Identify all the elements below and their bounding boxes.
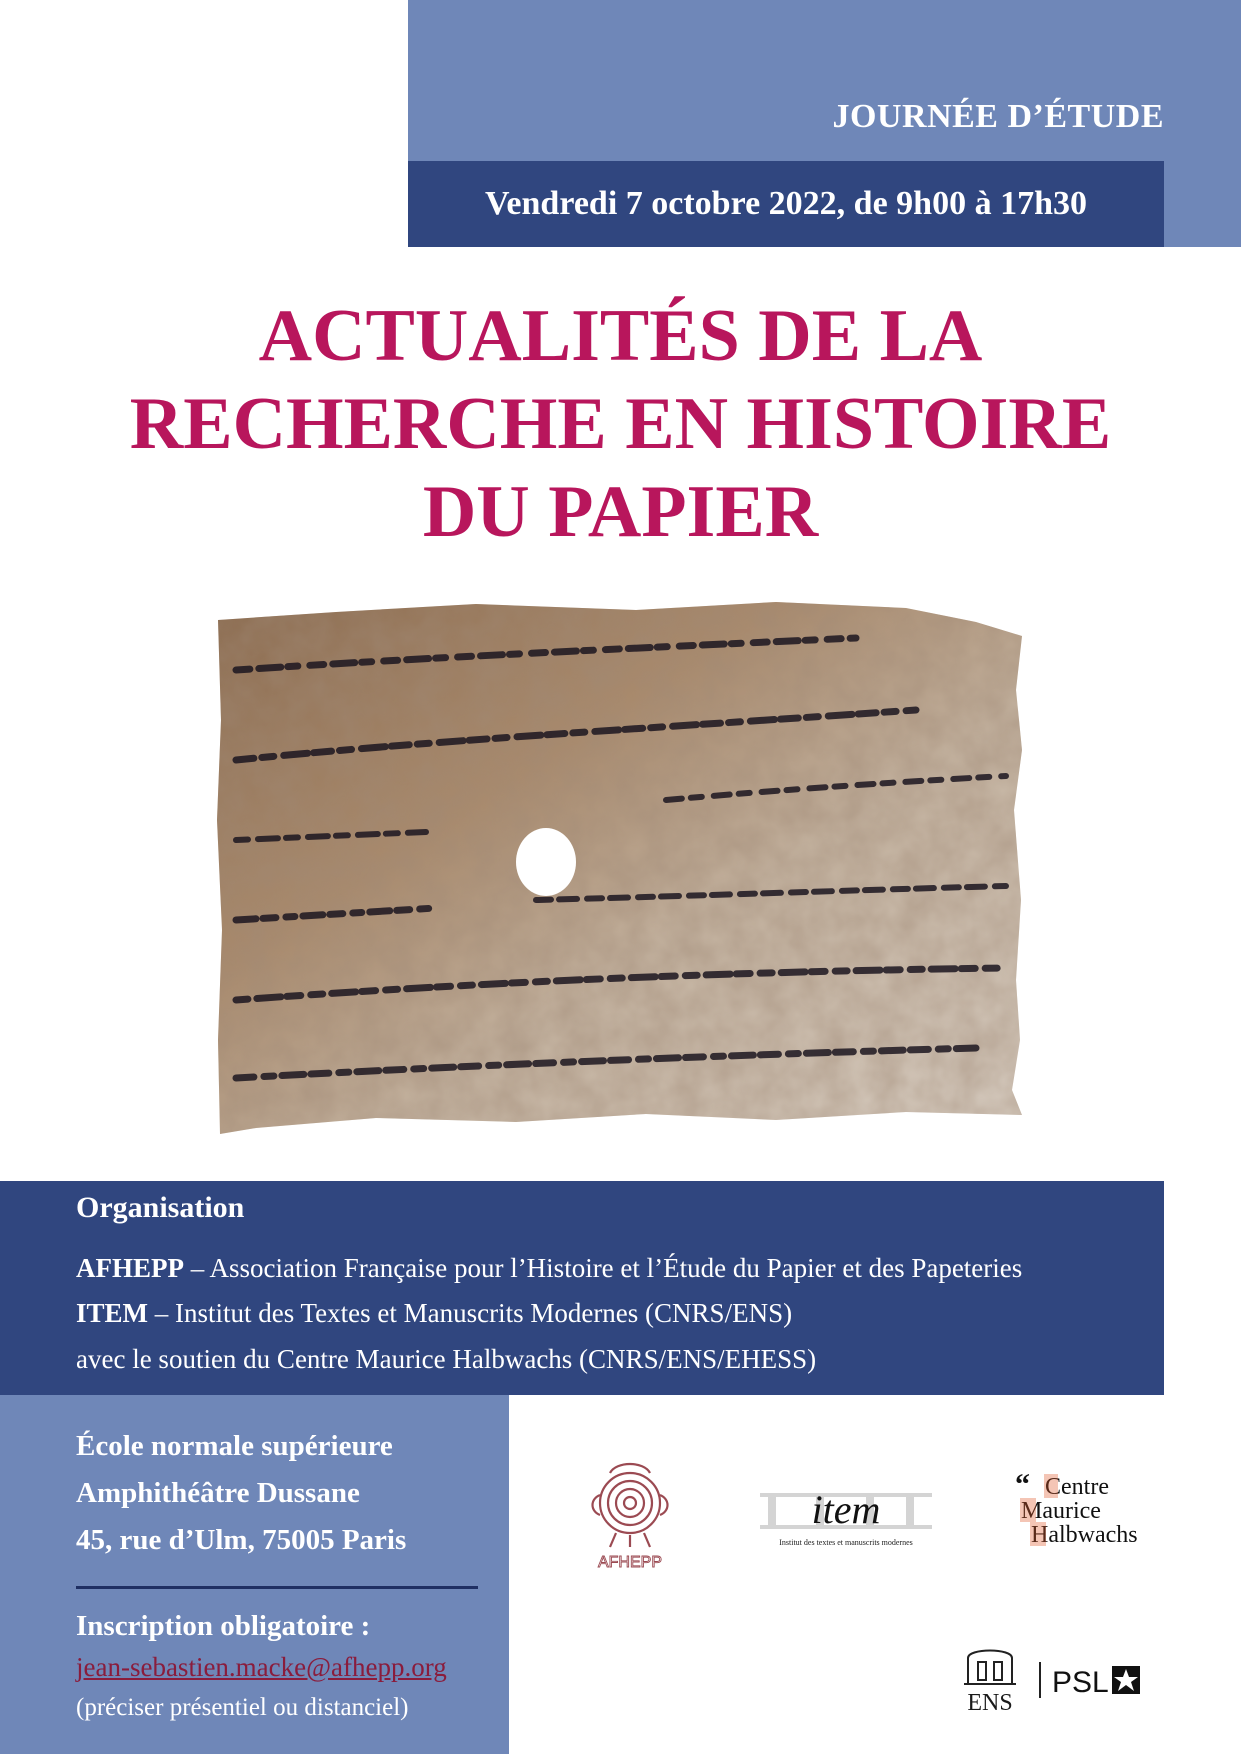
registration-heading: Inscription obligatoire : <box>76 1610 371 1642</box>
item-logo-text: item <box>811 1487 881 1532</box>
organisation-heading: Organisation <box>76 1191 245 1224</box>
org-item-abbr: ITEM <box>76 1298 149 1328</box>
org-item-desc: – Institut des Textes et Manuscrits Modernes (CNRS/ENS) <box>148 1298 793 1328</box>
event-date: Vendredi 7 octobre 2022, de 9h00 à 17h30 <box>485 185 1087 222</box>
cmh-line-1: Centre <box>1045 1474 1109 1500</box>
org-item-line <box>76 1298 792 1329</box>
svg-text:“: “ <box>1015 1470 1030 1501</box>
org-afhepp-abbr: AFHEPP <box>76 1253 184 1283</box>
afhepp-logo <box>580 1455 680 1575</box>
item-logo <box>756 1485 936 1555</box>
venue-room: Amphithéâtre Dussane <box>76 1477 360 1509</box>
ens-psl-logo <box>960 1640 1190 1720</box>
registration-note: (préciser présentiel ou distanciel) <box>76 1694 409 1721</box>
org-support-line: avec le soutien du Centre Maurice Halbwachs (CNRS/ENS/EHESS) <box>76 1344 817 1374</box>
venue-school: École normale supérieure <box>76 1430 393 1462</box>
title-line-3: DU PAPIER <box>422 471 819 553</box>
event-kicker: JOURNÉE D’ÉTUDE <box>832 98 1164 135</box>
manuscript-image <box>216 600 1024 1160</box>
paper-hole <box>516 828 576 896</box>
venue-divider <box>76 1586 478 1589</box>
org-afhepp-desc: – Association Française pour l’Histoire et l’Étude du Papier et des Papeteries <box>184 1253 1023 1283</box>
venue-address: 45, rue d’Ulm, 75005 Paris <box>76 1524 407 1556</box>
psl-logo-text: PSL <box>1052 1666 1109 1699</box>
org-afhepp-line <box>76 1253 1022 1284</box>
ens-logo-text: ENS <box>967 1690 1013 1716</box>
item-logo-caption: Institut des textes et manuscrits modernes <box>779 1538 913 1547</box>
event-title <box>0 292 1241 556</box>
cmh-logo <box>1013 1470 1188 1550</box>
cmh-line-2: Maurice <box>1021 1498 1101 1524</box>
registration-email-link[interactable]: jean-sebastien.macke@afhepp.org <box>76 1652 447 1682</box>
title-line-2: RECHERCHE EN HISTOIRE <box>129 383 1112 465</box>
title-line-1: ACTUALITÉS DE LA <box>258 295 983 377</box>
cmh-line-3: Halbwachs <box>1031 1522 1138 1548</box>
afhepp-logo-text: AFHEPP <box>597 1554 663 1571</box>
